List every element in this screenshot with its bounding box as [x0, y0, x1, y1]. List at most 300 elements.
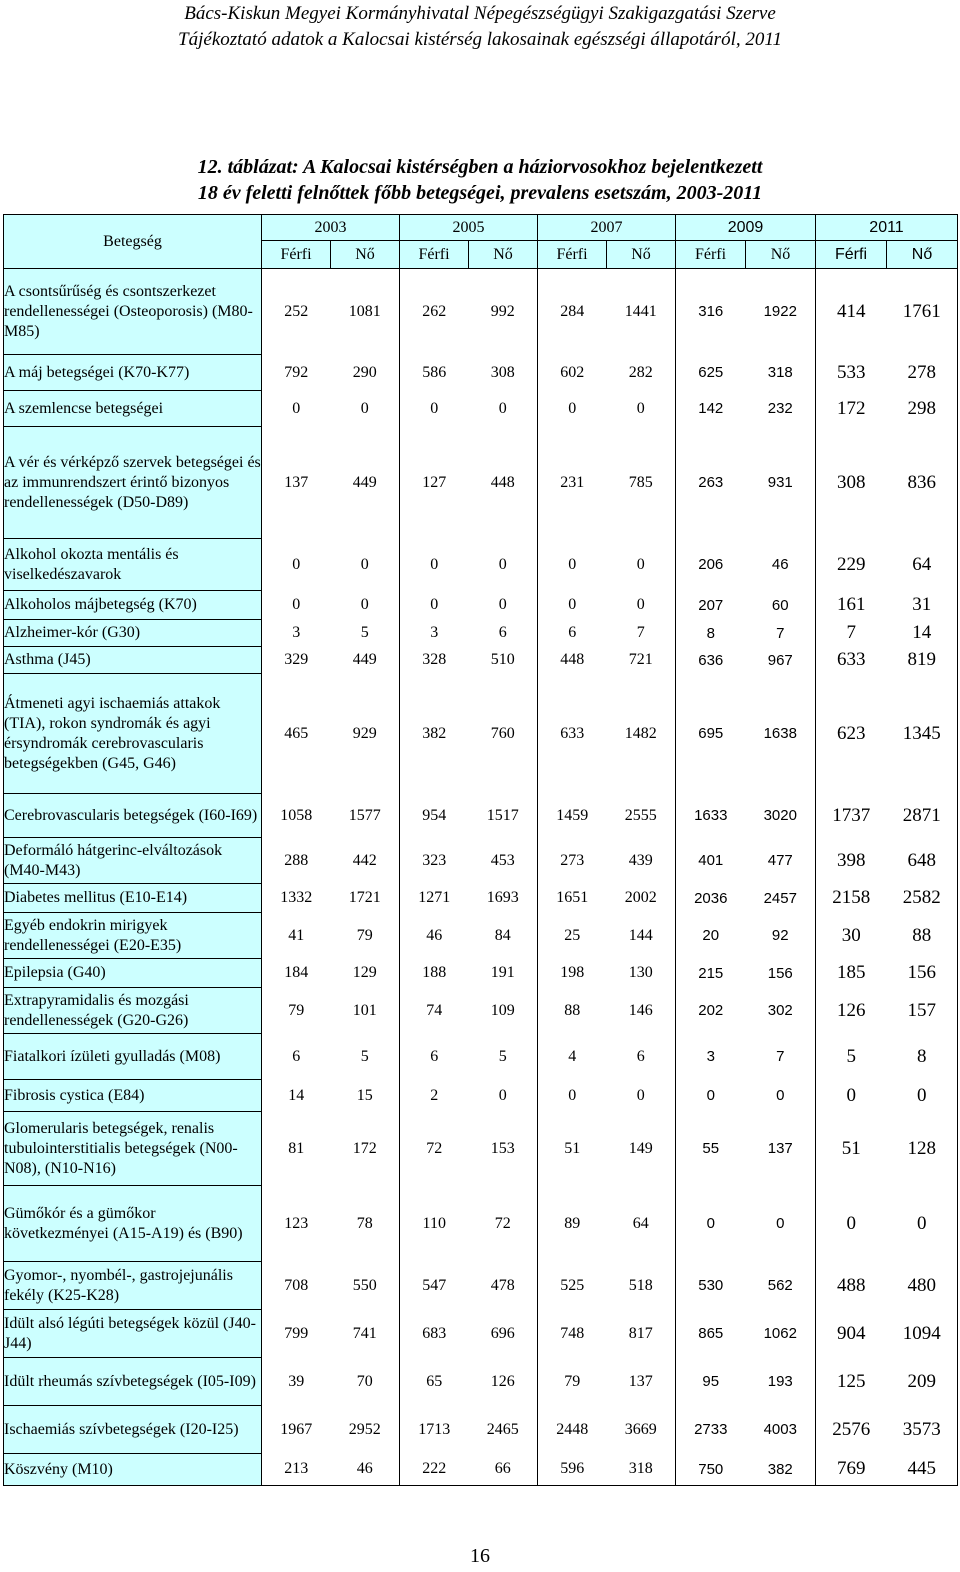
year-header-2011: 2011: [816, 215, 958, 241]
value-cell: 6: [607, 1034, 676, 1080]
value-cell: 81: [262, 1112, 331, 1186]
table-row: [4, 913, 958, 959]
value-cell: 683: [400, 1310, 469, 1358]
value-cell: 817: [607, 1310, 676, 1358]
disease-name-cell: Fibrosis cystica (E84): [4, 1080, 262, 1112]
value-cell: 562: [746, 1262, 816, 1310]
value-cell: 5: [331, 620, 400, 647]
value-cell: 290: [331, 355, 400, 391]
table-row: [4, 1358, 958, 1406]
value-cell: 282: [607, 355, 676, 391]
value-cell: 1271: [400, 884, 469, 913]
value-cell: 550: [331, 1262, 400, 1310]
value-cell: 1922: [746, 269, 816, 355]
value-cell: 0: [262, 591, 331, 620]
value-cell: 785: [607, 427, 676, 539]
value-cell: 992: [469, 269, 538, 355]
value-cell: 207: [676, 591, 746, 620]
gender-header: Nő: [469, 241, 538, 269]
value-cell: 636: [676, 647, 746, 674]
value-cell: 209: [887, 1358, 958, 1406]
value-cell: 198: [538, 959, 607, 988]
value-cell: 39: [262, 1358, 331, 1406]
value-cell: 72: [400, 1112, 469, 1186]
value-cell: 60: [746, 591, 816, 620]
value-cell: 648: [887, 838, 958, 884]
value-cell: 696: [469, 1310, 538, 1358]
value-cell: 278: [887, 355, 958, 391]
value-cell: 110: [400, 1186, 469, 1262]
value-cell: 318: [607, 1454, 676, 1486]
table-row: [4, 1310, 958, 1358]
value-cell: 478: [469, 1262, 538, 1310]
value-cell: 0: [331, 391, 400, 427]
table-row: [4, 884, 958, 913]
value-cell: 442: [331, 838, 400, 884]
value-cell: 298: [887, 391, 958, 427]
value-cell: 172: [331, 1112, 400, 1186]
value-cell: 2457: [746, 884, 816, 913]
value-cell: 721: [607, 647, 676, 674]
value-cell: 273: [538, 838, 607, 884]
value-cell: 760: [469, 674, 538, 794]
value-cell: 695: [676, 674, 746, 794]
disease-name-cell: Glomerularis betegségek, renalis tubulointerstitialis betegségek (N00-N08), (N10-N16): [4, 1112, 262, 1186]
value-cell: 0: [746, 1186, 816, 1262]
value-cell: 0: [538, 1080, 607, 1112]
value-cell: 439: [607, 838, 676, 884]
value-cell: 144: [607, 913, 676, 959]
value-cell: 518: [607, 1262, 676, 1310]
value-cell: 1332: [262, 884, 331, 913]
value-cell: 1081: [331, 269, 400, 355]
disease-name-cell: Idült alsó légúti betegségek közül (J40-J44): [4, 1310, 262, 1358]
value-cell: 1345: [887, 674, 958, 794]
value-cell: 6: [469, 620, 538, 647]
value-cell: 213: [262, 1454, 331, 1486]
value-cell: 15: [331, 1080, 400, 1112]
value-cell: 3: [676, 1034, 746, 1080]
value-cell: 1482: [607, 674, 676, 794]
value-cell: 449: [331, 427, 400, 539]
disease-name-cell: A csontsűrűség és csontszerkezet rendellenességei (Osteoporosis) (M80-M85): [4, 269, 262, 355]
value-cell: 750: [676, 1454, 746, 1486]
value-cell: 137: [262, 427, 331, 539]
value-cell: 2952: [331, 1406, 400, 1454]
value-cell: 2871: [887, 794, 958, 838]
value-cell: 46: [746, 539, 816, 591]
value-cell: 1651: [538, 884, 607, 913]
value-cell: 445: [887, 1454, 958, 1486]
value-cell: 25: [538, 913, 607, 959]
page-number: 16: [470, 1545, 490, 1567]
value-cell: 0: [469, 1080, 538, 1112]
value-cell: 109: [469, 988, 538, 1034]
value-cell: 66: [469, 1454, 538, 1486]
value-cell: 0: [676, 1186, 746, 1262]
table-row: [4, 1406, 958, 1454]
value-cell: 547: [400, 1262, 469, 1310]
table-title-line2: 18 év feletti felnőttek főbb betegségei, prevalens esetszám, 2003-2011: [197, 182, 763, 204]
value-cell: 123: [262, 1186, 331, 1262]
table-row: [4, 269, 958, 355]
value-cell: 329: [262, 647, 331, 674]
gender-header: Férfi: [400, 241, 469, 269]
value-cell: 533: [816, 355, 887, 391]
value-cell: 0: [746, 1080, 816, 1112]
value-cell: 126: [469, 1358, 538, 1406]
value-cell: 3573: [887, 1406, 958, 1454]
value-cell: 126: [816, 988, 887, 1034]
value-cell: 7: [746, 620, 816, 647]
value-cell: 46: [331, 1454, 400, 1486]
value-cell: 5: [331, 1034, 400, 1080]
value-cell: 525: [538, 1262, 607, 1310]
value-cell: 0: [331, 539, 400, 591]
disease-name-cell: Extrapyramidalis és mozgási rendellenességek (G20-G26): [4, 988, 262, 1034]
value-cell: 1577: [331, 794, 400, 838]
value-cell: 1737: [816, 794, 887, 838]
value-cell: 89: [538, 1186, 607, 1262]
table-row: [4, 1112, 958, 1186]
year-header-2005: 2005: [400, 215, 538, 241]
value-cell: 302: [746, 988, 816, 1034]
value-cell: 1638: [746, 674, 816, 794]
year-header-2007: 2007: [538, 215, 676, 241]
value-cell: 215: [676, 959, 746, 988]
value-cell: 3: [262, 620, 331, 647]
disease-name-cell: A máj betegségei (K70-K77): [4, 355, 262, 391]
disease-name-cell: Asthma (J45): [4, 647, 262, 674]
value-cell: 2158: [816, 884, 887, 913]
gender-header: Nő: [331, 241, 400, 269]
value-cell: 1058: [262, 794, 331, 838]
value-cell: 229: [816, 539, 887, 591]
value-cell: 6: [400, 1034, 469, 1080]
table-row: [4, 1186, 958, 1262]
value-cell: 4003: [746, 1406, 816, 1454]
value-cell: 0: [469, 591, 538, 620]
value-cell: 0: [262, 539, 331, 591]
value-cell: 70: [331, 1358, 400, 1406]
value-cell: 398: [816, 838, 887, 884]
value-cell: 72: [469, 1186, 538, 1262]
value-cell: 157: [887, 988, 958, 1034]
value-cell: 929: [331, 674, 400, 794]
value-cell: 382: [400, 674, 469, 794]
value-cell: 308: [816, 427, 887, 539]
value-cell: 1761: [887, 269, 958, 355]
value-cell: 1693: [469, 884, 538, 913]
value-cell: 1721: [331, 884, 400, 913]
value-cell: 65: [400, 1358, 469, 1406]
value-cell: 0: [262, 391, 331, 427]
table-row: [4, 427, 958, 539]
value-cell: 8: [676, 620, 746, 647]
value-cell: 41: [262, 913, 331, 959]
value-cell: 92: [746, 913, 816, 959]
value-cell: 84: [469, 913, 538, 959]
value-cell: 477: [746, 838, 816, 884]
value-cell: 2036: [676, 884, 746, 913]
table-row: [4, 391, 958, 427]
table-row: [4, 1080, 958, 1112]
value-cell: 6: [538, 620, 607, 647]
value-cell: 5: [469, 1034, 538, 1080]
value-cell: 308: [469, 355, 538, 391]
value-cell: 262: [400, 269, 469, 355]
value-cell: 625: [676, 355, 746, 391]
value-cell: 172: [816, 391, 887, 427]
value-cell: 14: [887, 620, 958, 647]
disease-name-cell: Deformáló hátgerinc-elváltozások (M40-M43): [4, 838, 262, 884]
value-cell: 55: [676, 1112, 746, 1186]
value-cell: 448: [469, 427, 538, 539]
value-cell: 78: [331, 1186, 400, 1262]
value-cell: 2733: [676, 1406, 746, 1454]
value-cell: 3020: [746, 794, 816, 838]
gender-header: Nő: [607, 241, 676, 269]
gender-header: Férfi: [676, 241, 746, 269]
value-cell: 46: [400, 913, 469, 959]
value-cell: 185: [816, 959, 887, 988]
value-cell: 448: [538, 647, 607, 674]
value-cell: 449: [331, 647, 400, 674]
value-cell: 323: [400, 838, 469, 884]
value-cell: 125: [816, 1358, 887, 1406]
disease-name-cell: Alkoholos májbetegség (K70): [4, 591, 262, 620]
gender-header: Férfi: [816, 241, 887, 269]
value-cell: 64: [887, 539, 958, 591]
table-row: [4, 1034, 958, 1080]
value-cell: 7: [746, 1034, 816, 1080]
disease-name-cell: Ischaemiás szívbetegségek (I20-I25): [4, 1406, 262, 1454]
value-cell: 146: [607, 988, 676, 1034]
value-cell: 79: [262, 988, 331, 1034]
disease-prevalence-table: [3, 214, 958, 1486]
value-cell: 4: [538, 1034, 607, 1080]
value-cell: 596: [538, 1454, 607, 1486]
table-row: [4, 1454, 958, 1486]
value-cell: 79: [331, 913, 400, 959]
value-cell: 1094: [887, 1310, 958, 1358]
table-row: [4, 620, 958, 647]
value-cell: 88: [538, 988, 607, 1034]
disease-name-cell: Köszvény (M10): [4, 1454, 262, 1486]
value-cell: 8: [887, 1034, 958, 1080]
value-cell: 2555: [607, 794, 676, 838]
gender-header: Férfi: [538, 241, 607, 269]
value-cell: 0: [607, 591, 676, 620]
value-cell: 967: [746, 647, 816, 674]
year-header-row: [4, 215, 958, 241]
disease-name-cell: Átmeneti agyi ischaemiás attakok (TIA), rokon syndromák és agyi érsyndromák cerebrovascularis betegségekben (G45, G46): [4, 674, 262, 794]
disease-name-cell: A vér és vérképző szervek betegségei és az immunrendszert érintő bizonyos rendellenességek (D50-D89): [4, 427, 262, 539]
value-cell: 0: [331, 591, 400, 620]
disease-name-cell: Epilepsia (G40): [4, 959, 262, 988]
value-cell: 30: [816, 913, 887, 959]
value-cell: 1517: [469, 794, 538, 838]
value-cell: 769: [816, 1454, 887, 1486]
value-cell: 5: [816, 1034, 887, 1080]
value-cell: 954: [400, 794, 469, 838]
value-cell: 633: [816, 647, 887, 674]
value-cell: 188: [400, 959, 469, 988]
document-header-line2: Tájékoztató adatok a Kalocsai kistérség lakosainak egészségi állapotáról, 2011: [178, 29, 782, 50]
disease-name-cell: Diabetes mellitus (E10-E14): [4, 884, 262, 913]
value-cell: 530: [676, 1262, 746, 1310]
table-row: [4, 647, 958, 674]
value-cell: 0: [607, 391, 676, 427]
value-cell: 865: [676, 1310, 746, 1358]
value-cell: 904: [816, 1310, 887, 1358]
value-cell: 156: [746, 959, 816, 988]
value-cell: 231: [538, 427, 607, 539]
value-cell: 0: [400, 539, 469, 591]
table-title-line1: 12. táblázat: A Kalocsai kistérségben a háziorvosokhoz bejelentkezett: [197, 156, 763, 178]
table-row: [4, 988, 958, 1034]
value-cell: 0: [469, 391, 538, 427]
value-cell: 153: [469, 1112, 538, 1186]
value-cell: 0: [538, 391, 607, 427]
value-cell: 284: [538, 269, 607, 355]
value-cell: 206: [676, 539, 746, 591]
value-cell: 1633: [676, 794, 746, 838]
value-cell: 1441: [607, 269, 676, 355]
value-cell: 222: [400, 1454, 469, 1486]
value-cell: 7: [607, 620, 676, 647]
value-cell: 748: [538, 1310, 607, 1358]
value-cell: 74: [400, 988, 469, 1034]
value-cell: 931: [746, 427, 816, 539]
value-cell: 0: [887, 1186, 958, 1262]
value-cell: 252: [262, 269, 331, 355]
value-cell: 382: [746, 1454, 816, 1486]
disease-name-cell: Alzheimer-kór (G30): [4, 620, 262, 647]
value-cell: 480: [887, 1262, 958, 1310]
table-row: [4, 959, 958, 988]
value-cell: 0: [469, 539, 538, 591]
value-cell: 602: [538, 355, 607, 391]
value-cell: 0: [676, 1080, 746, 1112]
value-cell: 316: [676, 269, 746, 355]
year-header-2009: 2009: [676, 215, 816, 241]
value-cell: 2582: [887, 884, 958, 913]
value-cell: 232: [746, 391, 816, 427]
value-cell: 3: [400, 620, 469, 647]
value-cell: 127: [400, 427, 469, 539]
value-cell: 130: [607, 959, 676, 988]
value-cell: 2465: [469, 1406, 538, 1454]
table-row: [4, 674, 958, 794]
value-cell: 465: [262, 674, 331, 794]
value-cell: 2002: [607, 884, 676, 913]
value-cell: 191: [469, 959, 538, 988]
disease-name-cell: Cerebrovascularis betegségek (I60-I69): [4, 794, 262, 838]
value-cell: 328: [400, 647, 469, 674]
value-cell: 6: [262, 1034, 331, 1080]
table-row: [4, 355, 958, 391]
value-cell: 401: [676, 838, 746, 884]
value-cell: 288: [262, 838, 331, 884]
value-cell: 0: [887, 1080, 958, 1112]
value-cell: 1967: [262, 1406, 331, 1454]
table-row: [4, 838, 958, 884]
disease-column-header: Betegség: [4, 215, 262, 269]
value-cell: 2448: [538, 1406, 607, 1454]
disease-name-cell: Fiatalkori ízületi gyulladás (M08): [4, 1034, 262, 1080]
value-cell: 792: [262, 355, 331, 391]
value-cell: 1713: [400, 1406, 469, 1454]
table-row: [4, 1262, 958, 1310]
value-cell: 318: [746, 355, 816, 391]
disease-name-cell: Alkohol okozta mentális és viselkedészavarok: [4, 539, 262, 591]
value-cell: 14: [262, 1080, 331, 1112]
value-cell: 137: [607, 1358, 676, 1406]
value-cell: 0: [607, 539, 676, 591]
value-cell: 510: [469, 647, 538, 674]
value-cell: 453: [469, 838, 538, 884]
table-row: [4, 794, 958, 838]
value-cell: 799: [262, 1310, 331, 1358]
disease-name-cell: A szemlencse betegségei: [4, 391, 262, 427]
value-cell: 3669: [607, 1406, 676, 1454]
value-cell: 184: [262, 959, 331, 988]
year-header-2003: 2003: [262, 215, 400, 241]
gender-header: Nő: [887, 241, 958, 269]
value-cell: 7: [816, 620, 887, 647]
value-cell: 488: [816, 1262, 887, 1310]
value-cell: 202: [676, 988, 746, 1034]
gender-header: Nő: [746, 241, 816, 269]
gender-header: Férfi: [262, 241, 331, 269]
value-cell: 31: [887, 591, 958, 620]
disease-name-cell: Gümőkór és a gümőkor következményei (A15-A19) és (B90): [4, 1186, 262, 1262]
value-cell: 0: [538, 539, 607, 591]
disease-name-cell: Egyéb endokrin mirigyek rendellenességei (E20-E35): [4, 913, 262, 959]
value-cell: 623: [816, 674, 887, 794]
value-cell: 142: [676, 391, 746, 427]
value-cell: 51: [538, 1112, 607, 1186]
value-cell: 633: [538, 674, 607, 794]
value-cell: 414: [816, 269, 887, 355]
value-cell: 20: [676, 913, 746, 959]
value-cell: 128: [887, 1112, 958, 1186]
value-cell: 149: [607, 1112, 676, 1186]
value-cell: 708: [262, 1262, 331, 1310]
value-cell: 101: [331, 988, 400, 1034]
value-cell: 586: [400, 355, 469, 391]
value-cell: 0: [400, 391, 469, 427]
value-cell: 836: [887, 427, 958, 539]
value-cell: 0: [607, 1080, 676, 1112]
document-header-line1: Bács-Kiskun Megyei Kormányhivatal Népegészségügyi Szakigazgatási Szerve: [184, 3, 776, 24]
value-cell: 0: [400, 591, 469, 620]
value-cell: 64: [607, 1186, 676, 1262]
value-cell: 129: [331, 959, 400, 988]
value-cell: 0: [816, 1186, 887, 1262]
value-cell: 2576: [816, 1406, 887, 1454]
value-cell: 137: [746, 1112, 816, 1186]
disease-name-cell: Idült rheumás szívbetegségek (I05-I09): [4, 1358, 262, 1406]
value-cell: 2: [400, 1080, 469, 1112]
value-cell: 88: [887, 913, 958, 959]
value-cell: 51: [816, 1112, 887, 1186]
value-cell: 193: [746, 1358, 816, 1406]
value-cell: 819: [887, 647, 958, 674]
value-cell: 741: [331, 1310, 400, 1358]
value-cell: 1062: [746, 1310, 816, 1358]
